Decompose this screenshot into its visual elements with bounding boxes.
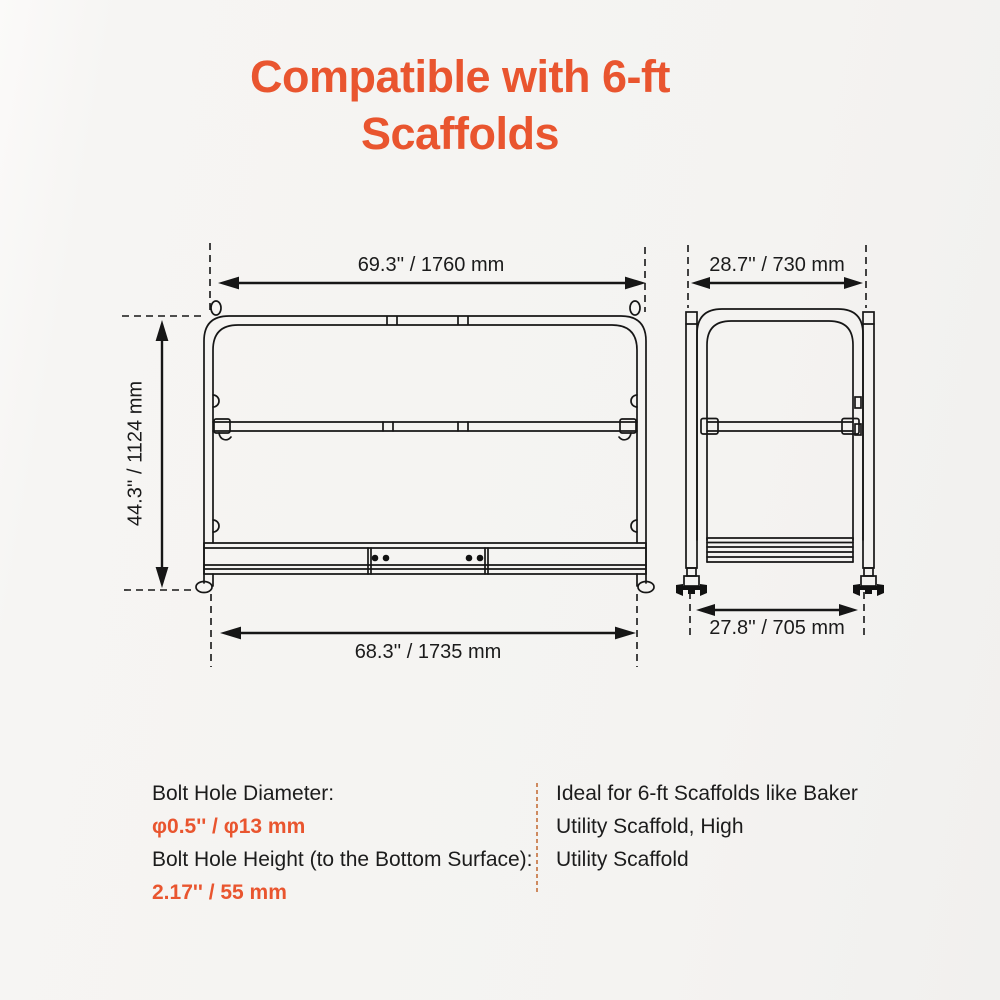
side-top-width-label: 28.7'' / 730 mm (709, 254, 845, 276)
side-left-post (686, 312, 697, 568)
front-left-hook (211, 301, 221, 315)
dimension-arrows (156, 277, 863, 640)
page-title-line1: Compatible with 6-ft (250, 51, 670, 102)
front-top-width-label: 69.3'' / 1760 mm (357, 254, 505, 276)
front-base (204, 543, 646, 574)
front-height-label: 44.3'' / 1124 mm (124, 380, 147, 527)
bolt-hole-diameter-value: φ0.5'' / φ13 mm (152, 815, 306, 838)
front-right-hook (630, 301, 640, 315)
front-feet (196, 574, 654, 593)
ideal-for-line2: Utility Scaffold, High (556, 815, 744, 838)
ideal-for-line3: Utility Scaffold (556, 848, 689, 871)
bolt-hole-height-label: Bolt Hole Height (to the Bottom Surface): (152, 848, 533, 871)
bolt-hole-height-value: 2.17'' / 55 mm (152, 881, 287, 904)
ideal-for-text (556, 777, 956, 876)
bolt-hole-diameter-label: Bolt Hole Diameter: (152, 782, 335, 805)
extension-lines (122, 243, 866, 667)
side-frame-outer (697, 309, 863, 540)
side-casters (676, 568, 884, 596)
side-right-post (863, 312, 874, 568)
side-bottom-width-label: 27.8'' / 705 mm (709, 617, 845, 639)
front-frame-inner (213, 325, 637, 543)
ideal-for-line1: Ideal for 6-ft Scaffolds like Baker (556, 782, 858, 805)
front-view-drawing (196, 301, 654, 593)
bolt-dots (372, 555, 484, 562)
side-base (707, 538, 853, 562)
page-title-line2: Scaffolds (360, 108, 560, 159)
side-view-drawing (676, 309, 884, 596)
specs-divider (536, 783, 538, 893)
bolt-specs (152, 777, 544, 909)
front-bottom-width-label: 68.3'' / 1735 mm (354, 641, 502, 663)
